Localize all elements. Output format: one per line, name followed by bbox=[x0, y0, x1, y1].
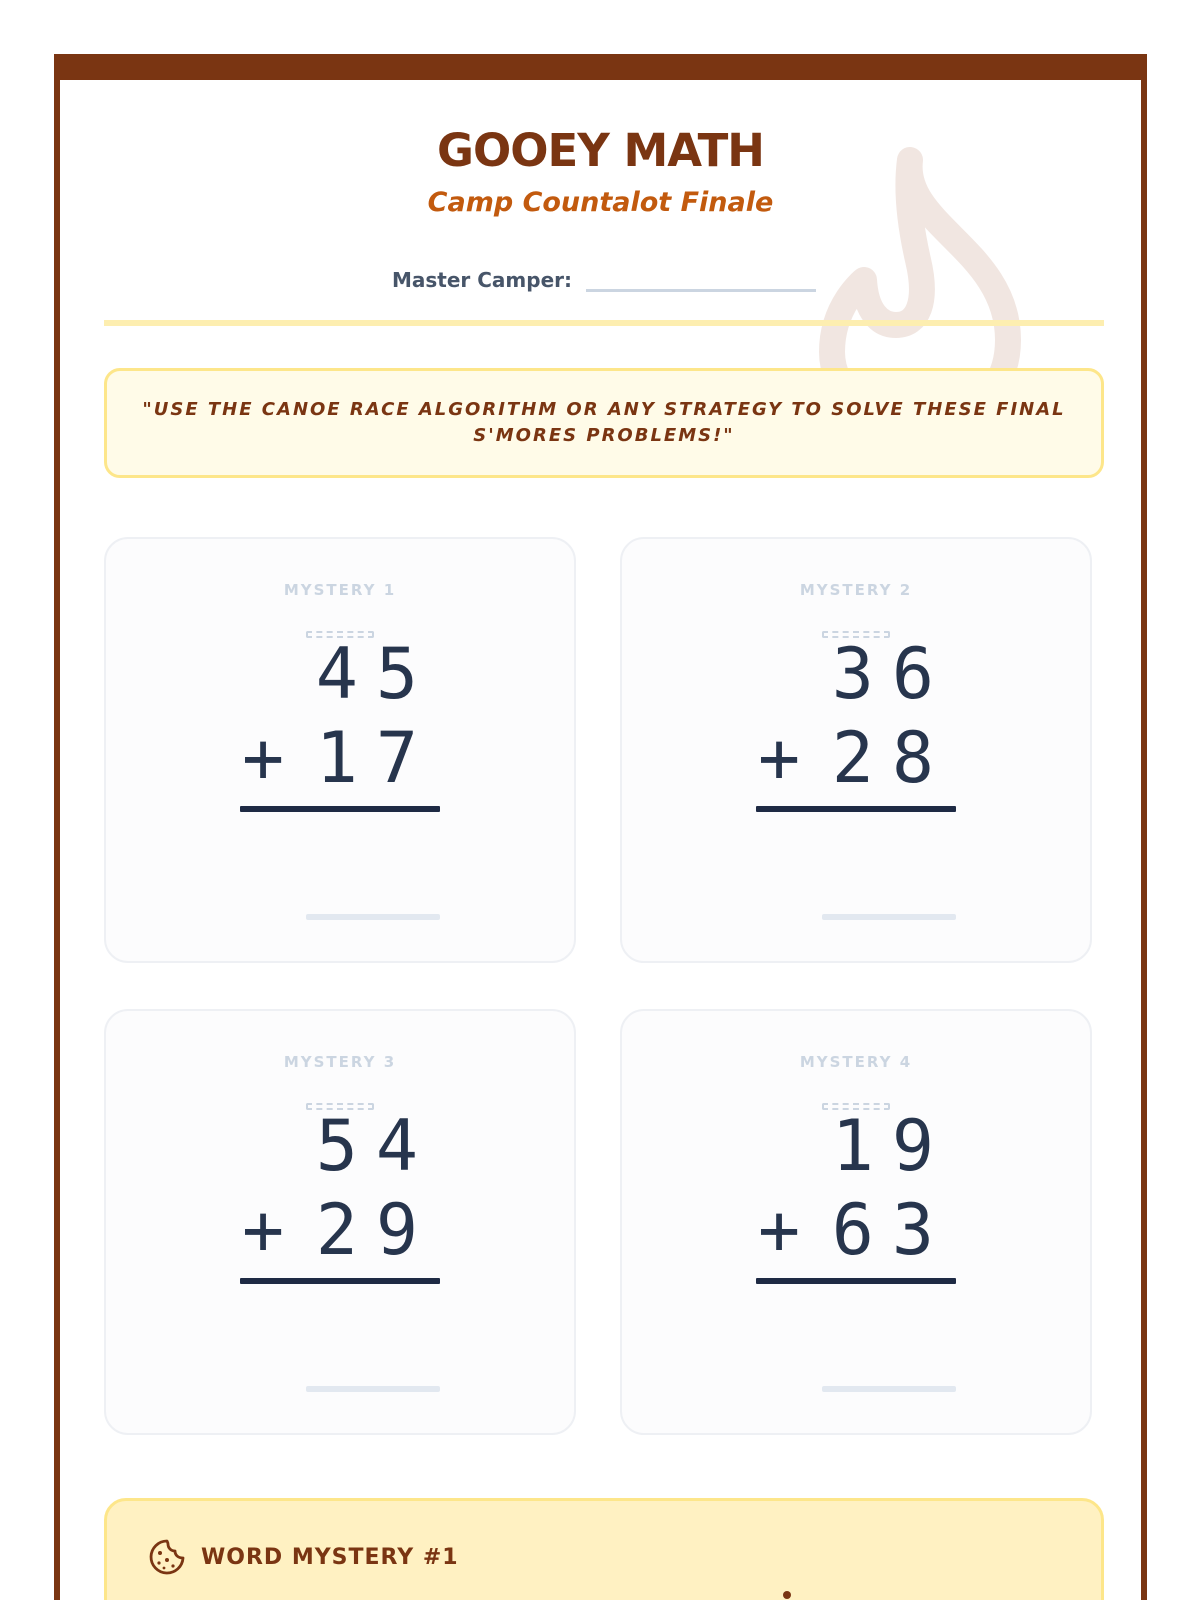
text-fragment bbox=[783, 1591, 791, 1599]
word-problem-box bbox=[104, 1498, 1104, 1600]
problem-label: MYSTERY 4 bbox=[799, 1053, 913, 1071]
name-label: Master Camper: bbox=[392, 268, 573, 292]
worksheet-subtitle: Camp Countalot Finale bbox=[427, 187, 774, 218]
top-addend: 45 bbox=[315, 633, 436, 715]
problem-card-2 bbox=[620, 537, 1092, 963]
instructions-text: "USE THE CANOE RACE ALGORITHM OR ANY STRATEGY TO SOLVE THESE FINAL S'MORES PROBLEMS!" bbox=[142, 399, 1066, 446]
bottom-addend: 28 bbox=[831, 717, 952, 799]
word-problem-header bbox=[147, 1537, 459, 1577]
plus-sign: + bbox=[758, 1189, 801, 1271]
header-divider bbox=[104, 320, 1104, 326]
answer-line bbox=[306, 1386, 440, 1392]
problem-label: MYSTERY 1 bbox=[283, 581, 397, 599]
plus-sign: + bbox=[758, 717, 801, 799]
plus-sign: + bbox=[242, 717, 285, 799]
name-field-row bbox=[392, 260, 816, 292]
plus-sign: + bbox=[242, 1189, 285, 1271]
name-write-line bbox=[586, 260, 816, 292]
problem-label: MYSTERY 3 bbox=[283, 1053, 397, 1071]
problem-label: MYSTERY 2 bbox=[799, 581, 913, 599]
worksheet-page bbox=[54, 54, 1147, 1600]
answer-line bbox=[306, 914, 440, 920]
top-addend: 54 bbox=[315, 1105, 436, 1187]
problem-card-1 bbox=[104, 537, 576, 963]
top-addend: 19 bbox=[831, 1105, 952, 1187]
answer-line bbox=[822, 1386, 956, 1392]
bottom-addend: 17 bbox=[315, 717, 436, 799]
sum-line bbox=[240, 1278, 440, 1284]
word-problem-title: WORD MYSTERY #1 bbox=[201, 1544, 459, 1570]
instructions-box bbox=[104, 368, 1104, 478]
problem-card-3 bbox=[104, 1009, 576, 1435]
sum-line bbox=[240, 806, 440, 812]
bottom-addend: 29 bbox=[315, 1189, 436, 1271]
top-addend: 36 bbox=[831, 633, 952, 715]
sum-line bbox=[756, 1278, 956, 1284]
sum-line bbox=[756, 806, 956, 812]
cookie-icon bbox=[147, 1537, 187, 1577]
answer-line bbox=[822, 914, 956, 920]
worksheet-title: GOOEY MATH bbox=[437, 124, 764, 177]
bottom-addend: 63 bbox=[831, 1189, 952, 1271]
problem-card-4 bbox=[620, 1009, 1092, 1435]
